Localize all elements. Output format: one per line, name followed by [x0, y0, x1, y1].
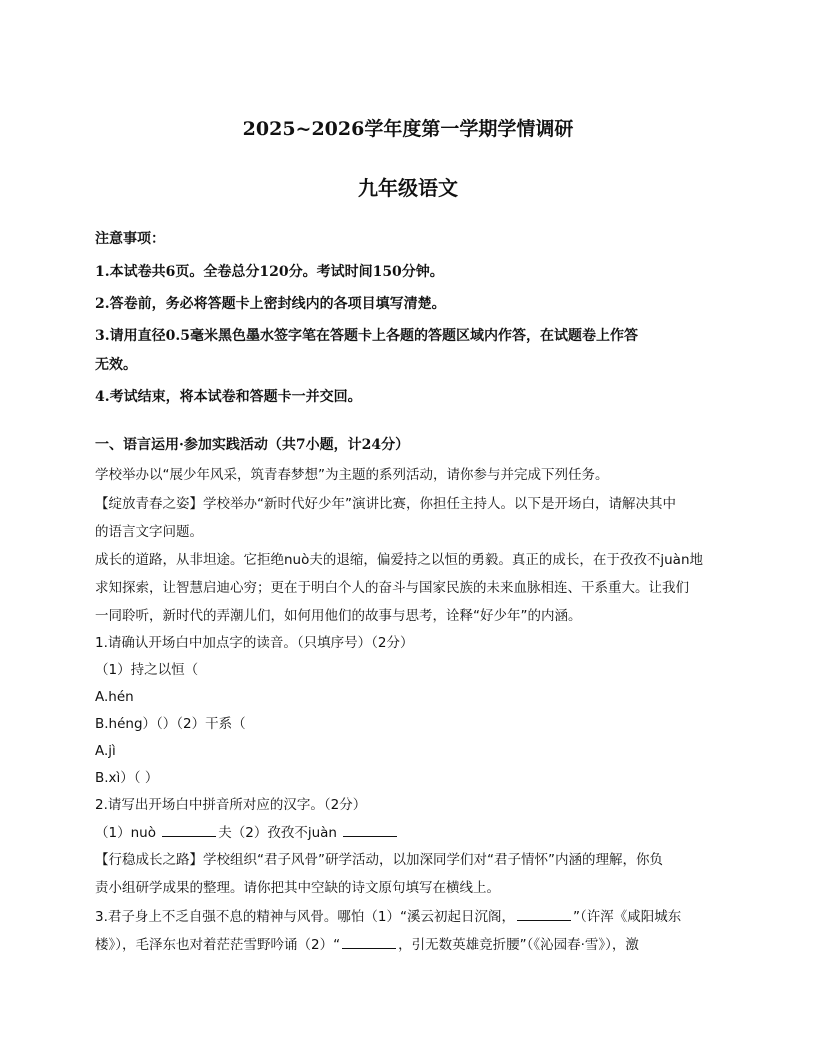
- task1-line-1: 【绽放青春之姿】学校举办“新时代好少年”演讲比赛，你担任主持人。以下是开场白，请解决其中: [95, 496, 676, 512]
- question-2: 2.请写出开场白中拼音所对应的汉字。（2分）: [95, 797, 367, 813]
- task2-line-1: 【行稳成长之路】学校组织“君子风骨”研学活动，以加深同学们对“君子情怀”内涵的理解，你负: [95, 852, 663, 868]
- question-1-option-a: A.hén: [95, 689, 134, 705]
- question-3-text-2: ”（许浑《咸阳城东: [572, 909, 682, 925]
- question-3-text-3: 楼》），毛泽东也对着茫茫雪野吟诵（2）“: [95, 937, 341, 953]
- notice-item-4: 4.考试结束，将本试卷和答题卡一并交回。: [95, 389, 362, 405]
- question-1-part-2-option-b: B.xì）（ ）: [95, 770, 159, 786]
- section-heading: 一、语言运用·参加实践活动（共7小题，计24分）: [95, 437, 410, 453]
- question-2-answers: [95, 822, 399, 843]
- passage-line-1: 成长的道路，从非坦途。它拒绝nuò夫的退缩，偏爱持之以恒的勇毅。真正的成长，在于孜孜不juàn地: [95, 552, 704, 568]
- passage-line-2: 求知探索，让智慧启迪心穷；更在于明白个人的奋斗与国家民族的未来血脉相连、干系重大。让我们: [95, 580, 689, 596]
- question-2-part-2-label: 夫（2）孜孜不juàn: [218, 825, 342, 841]
- answer-blank-poem-2[interactable]: [342, 934, 396, 949]
- question-3-line-2: [95, 934, 639, 955]
- notice-item-2: 2.答卷前，务必将答题卡上密封线内的各项目填写清楚。: [95, 296, 446, 312]
- answer-blank-poem-1[interactable]: [517, 906, 571, 921]
- question-3-text-1: 3.君子身上不乏自强不息的精神与风骨。哪怕（1）“溪云初起日沉阁，: [95, 909, 515, 925]
- answer-blank-nuo[interactable]: [162, 822, 216, 837]
- notice-item-3: 3.请用直径0.5毫米黑色墨水签字笔在答题卡上各题的答题区域内作答，在试题卷上作答: [95, 328, 638, 344]
- notice-item-3-cont: 无效。: [95, 357, 137, 373]
- notice-item-1: 1.本试卷共6页。全卷总分120分。考试时间150分钟。: [95, 264, 444, 280]
- exam-subtitle: 九年级语文: [358, 176, 458, 200]
- intro-text: 学校举办以“展少年风采，筑青春梦想”为主题的系列活动，请你参与并完成下列任务。: [95, 467, 609, 483]
- question-2-part-1-label: （1）nuò: [95, 825, 161, 841]
- passage-line-3: 一同聆听，新时代的弄潮儿们，如何用他们的故事与思考，诠释“好少年”的内涵。: [95, 608, 582, 624]
- question-3-line-1: [95, 906, 681, 927]
- question-3-text-4: ，引无数英雄竞折腰”（《沁园春·雪》），激: [398, 937, 639, 953]
- question-1-option-b: B.héng）（）（2）干系（: [95, 716, 246, 732]
- question-1: 1.请确认开场白中加点字的读音。（只填序号）（2分）: [95, 635, 414, 651]
- answer-blank-juan[interactable]: [343, 822, 397, 837]
- question-1-part-2-option-a: A.jì: [95, 743, 116, 759]
- exam-title: 2025~2026学年度第一学期学情调研: [242, 118, 574, 140]
- task1-line-2: 的语言文字问题。: [95, 524, 203, 540]
- question-1-part-1: （1）持之以恒（: [95, 662, 199, 678]
- notice-heading: 注意事项：: [95, 231, 165, 247]
- task2-line-2: 责小组研学成果的整理。请你把其中空缺的诗文原句填写在横线上。: [95, 880, 500, 896]
